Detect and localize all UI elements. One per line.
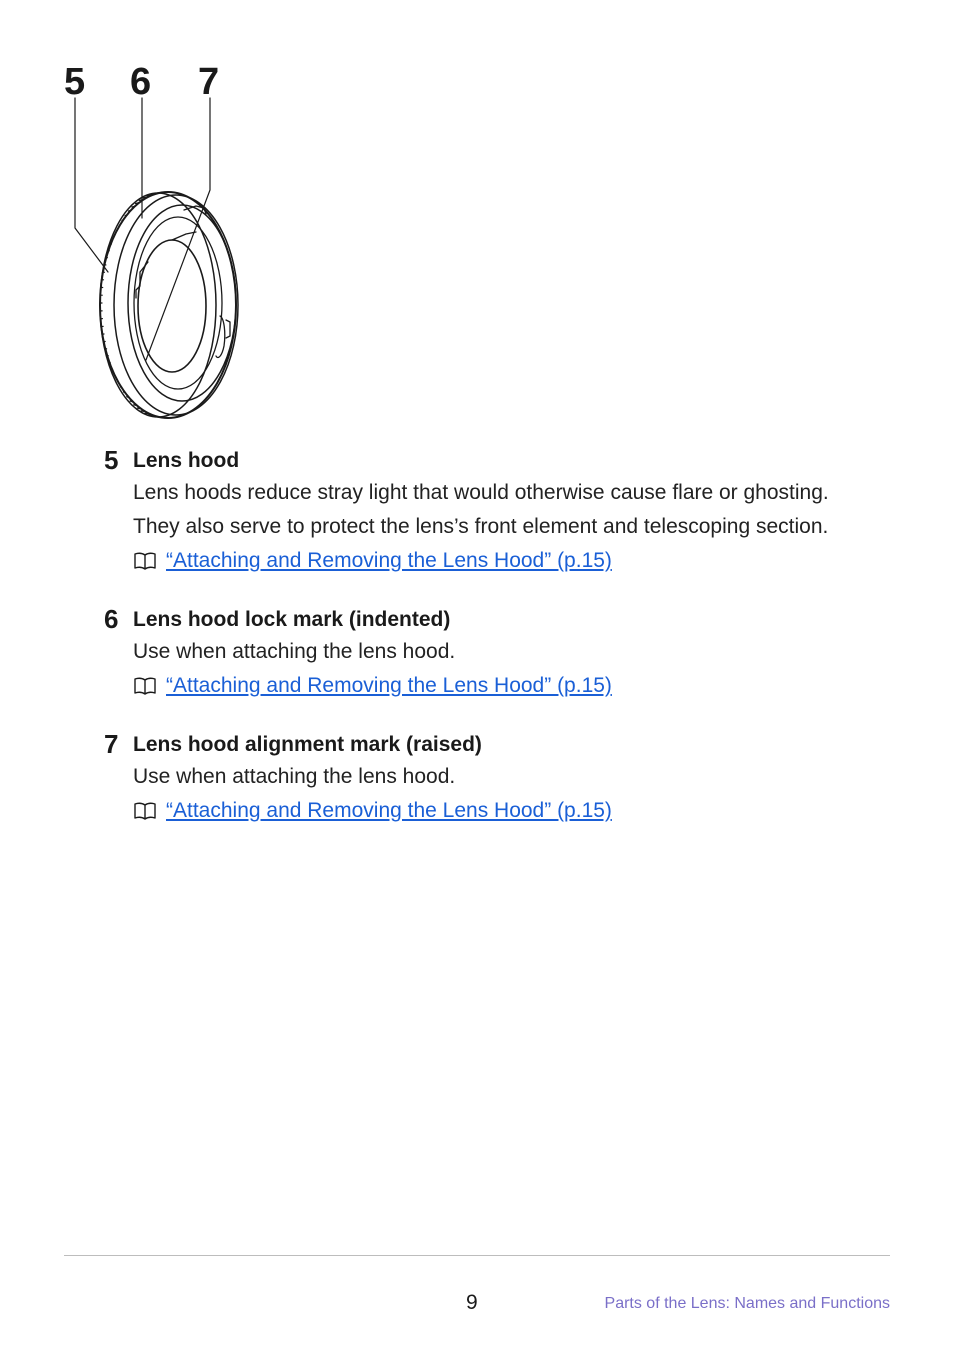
rib-line	[109, 250, 110, 251]
rib-line	[110, 363, 111, 364]
footer-section-title: Parts of the Lens: Names and Functions	[604, 1295, 890, 1312]
entry-number: 5	[104, 445, 119, 475]
entry-description-line: Lens hoods reduce stray light that would otherwise cause flare or ghosting.	[133, 481, 829, 504]
footer-divider	[64, 1255, 890, 1256]
callout-6: 6	[130, 61, 152, 103]
reference-link-row[interactable]	[133, 798, 612, 824]
entry-description-line: Use when attaching the lens hood.	[133, 640, 456, 663]
page-number: 9	[466, 1291, 478, 1314]
entry-description-line: Use when attaching the lens hood.	[133, 765, 456, 788]
lens-hood-diagram	[0, 0, 954, 440]
rib-line	[132, 206, 135, 207]
entry-description-line: They also serve to protect the lens’s front element and telescoping section.	[133, 515, 829, 538]
rib-line	[116, 231, 117, 232]
rib-line	[119, 225, 120, 226]
rib-line	[120, 387, 121, 388]
reference-link-row[interactable]	[133, 673, 612, 699]
attaching-removing-hood-link[interactable]: “Attaching and Removing the Lens Hood” (p.15)	[166, 549, 612, 572]
rib-line	[107, 356, 108, 357]
entry-title: Lens hood lock mark (indented)	[133, 608, 451, 631]
callout-5: 5	[64, 61, 86, 103]
entry-number: 6	[104, 604, 119, 634]
book-icon	[133, 551, 157, 571]
rib-line	[118, 381, 119, 382]
rib-line	[127, 397, 129, 398]
rib-line	[106, 257, 107, 258]
rib-line	[124, 392, 126, 393]
attaching-removing-hood-link[interactable]: “Attaching and Removing the Lens Hood” (p.15)	[166, 799, 612, 822]
rib-line	[125, 215, 127, 216]
book-icon	[133, 676, 157, 696]
book-icon	[133, 801, 157, 821]
entry-number: 7	[104, 729, 119, 759]
callout-7: 7	[198, 61, 220, 103]
hood-outer-ring	[100, 192, 238, 418]
rib-line	[122, 220, 124, 221]
rib-line	[128, 210, 131, 211]
entry-title: Lens hood alignment mark (raised)	[133, 733, 482, 756]
reference-link-row[interactable]	[133, 548, 612, 574]
entry-title: Lens hood	[133, 449, 240, 472]
attaching-removing-hood-link[interactable]: “Attaching and Removing the Lens Hood” (p.15)	[166, 674, 612, 697]
